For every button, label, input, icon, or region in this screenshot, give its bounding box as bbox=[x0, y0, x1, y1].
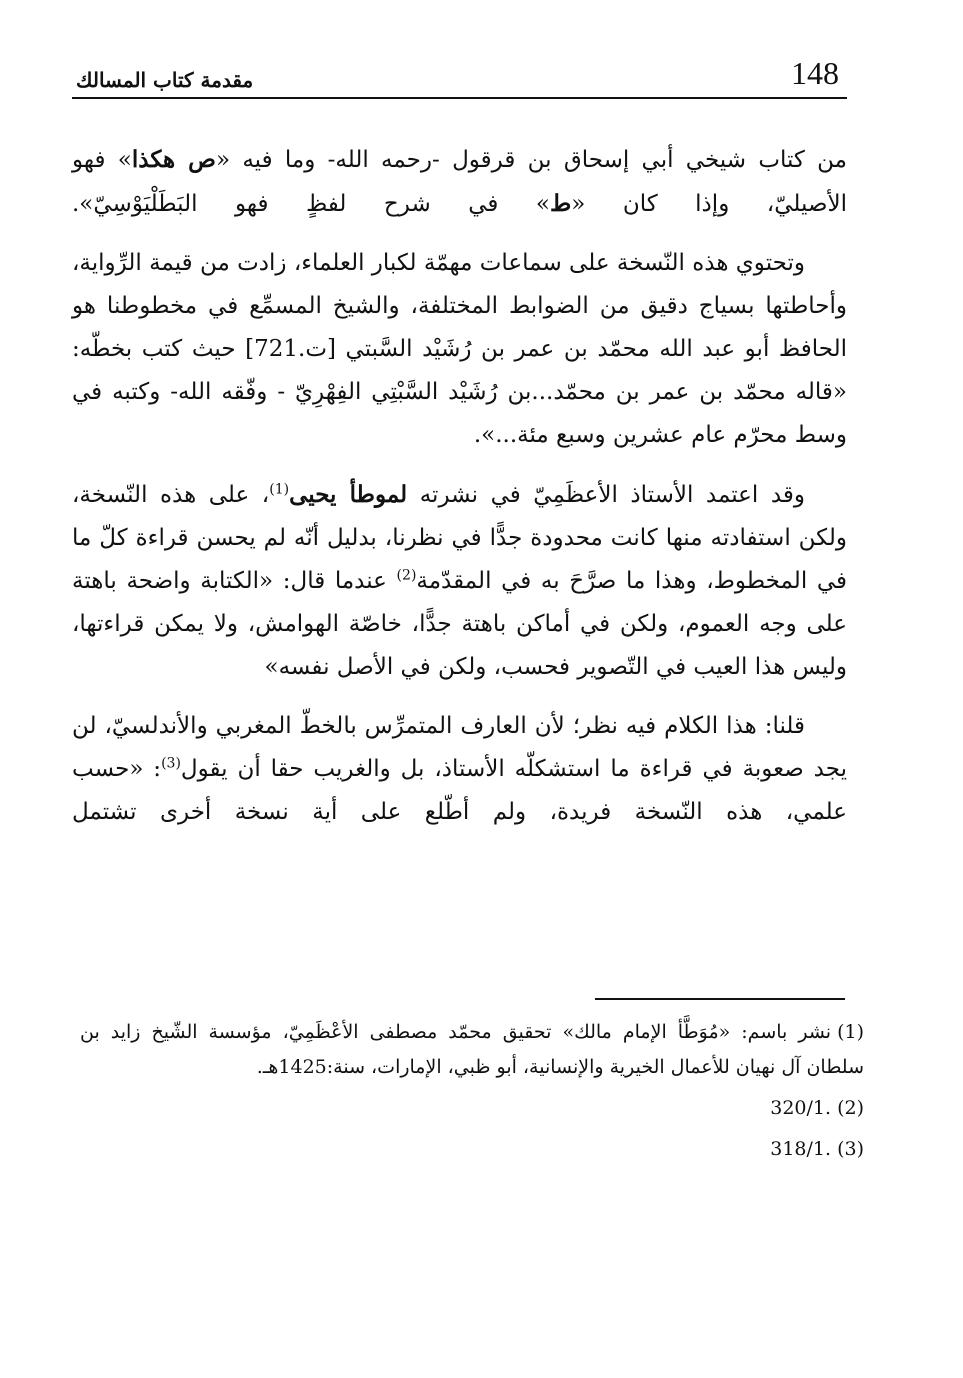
text-run: » فهو الأصيليّ، وإذا كان « bbox=[72, 147, 847, 217]
paragraph-1 bbox=[72, 138, 847, 226]
bold-symbol-ta: ط bbox=[549, 190, 572, 217]
text-run: من كتاب شيخي أبي إسحاق بن قرقول -رحمه الله- وما فيه « bbox=[215, 147, 847, 173]
footnotes bbox=[80, 1015, 864, 1173]
footnote-text: .318/1 bbox=[770, 1138, 832, 1160]
footnote-text: نشر باسم: «مُوَطَّأ الإمام مالك» تحقيق محمّد مصطفى الأعْظَمِيّ، مؤسسة الشّيخ زايد بن سلطان آل نهيان للأعمال الخيرية والإنسانية، أبو ظبي، الإمارات، سنة:1425هـ. bbox=[80, 1021, 864, 1078]
footnote-3 bbox=[80, 1132, 864, 1167]
paragraph-2: وتحتوي هذه النّسخة على سماعات مهمّة لكبار العلماء، زادت من قيمة الرِّواية، وأحاطتها بسياج دقيق من الضوابط المختلفة، والشيخ المسمِّع في مخطوطنا هو الحافظ أبو عبد الله محمّد بن عمر بن رُشَيْد السَّبتي [ت.721] حيث كتب بخطّه: «قاله محمّد بن عمر بن محمّد...بن رُشَيْد السَّبْتِي الفِهْرِيّ - وفّقه الله- وكتبه في وسط محرّم عام عشرين وسبع مئة...». bbox=[72, 250, 847, 448]
header-rule bbox=[72, 97, 847, 99]
footnote-number: (1) bbox=[837, 1021, 864, 1043]
footnote-ref-3[interactable]: (3) bbox=[161, 755, 181, 772]
bold-symbol-sad: ص هكذا bbox=[131, 146, 216, 173]
footnote-number: (3) bbox=[837, 1138, 864, 1160]
footnote-ref-1[interactable]: (1) bbox=[269, 481, 290, 498]
footnote-ref-2[interactable]: (2) bbox=[396, 567, 417, 584]
footnote-2 bbox=[80, 1091, 864, 1126]
footnote-1 bbox=[80, 1015, 864, 1085]
page-header bbox=[72, 55, 847, 95]
running-title: مقدمة كتاب المسالك bbox=[76, 68, 254, 92]
footnote-text: .320/1 bbox=[770, 1097, 832, 1119]
paragraph-3 bbox=[72, 473, 847, 689]
text-run: وقد اعتمد الأستاذ الأعظَمِيّ في نشرته bbox=[407, 482, 805, 508]
text-run: » في شرح لفظٍ فهو البَطَلْيَوْسِيّ». bbox=[72, 191, 550, 217]
text-run: عندما قال: «الكتابة واضحة باهتة على وجه العموم، ولكن في أماكن باهتة جدًّا، خاصّة الهوامش، ولا يمكن قراءتها، وليس هذا العيب في التّصوير فحسب، ولكن في الأصل نفسه» bbox=[72, 568, 847, 680]
text-run: : «حسب علمي، هذه النّسخة فريدة، ولم أطّلع على أية نسخة أخرى تشتمل bbox=[72, 756, 847, 825]
text-run: ، على هذه النّسخة، ولكن استفادته منها كانت محدودة جدًّا في نظرنا، بدليل أنّه لم يحسن قراءة كلّ ما في المخطوط، وهذا ما صرَّحَ به في المقدّمة bbox=[72, 482, 848, 594]
paragraph-4 bbox=[72, 705, 847, 834]
text-run: قلنا: هذا الكلام فيه نظر؛ لأن العارف المتمرِّس بالخطّ المغربي والأندلسيّ، لن يجد صعوبة في قراءة ما استشكلّه الأستاذ، بل والغريب حقا أن يقول bbox=[72, 713, 847, 782]
footnote-number: (2) bbox=[837, 1097, 864, 1119]
page-number: 148 bbox=[791, 55, 839, 91]
footnote-separator bbox=[595, 998, 845, 1000]
bold-book-title: لموطأ يحيى bbox=[289, 481, 408, 508]
body-text bbox=[72, 138, 847, 850]
